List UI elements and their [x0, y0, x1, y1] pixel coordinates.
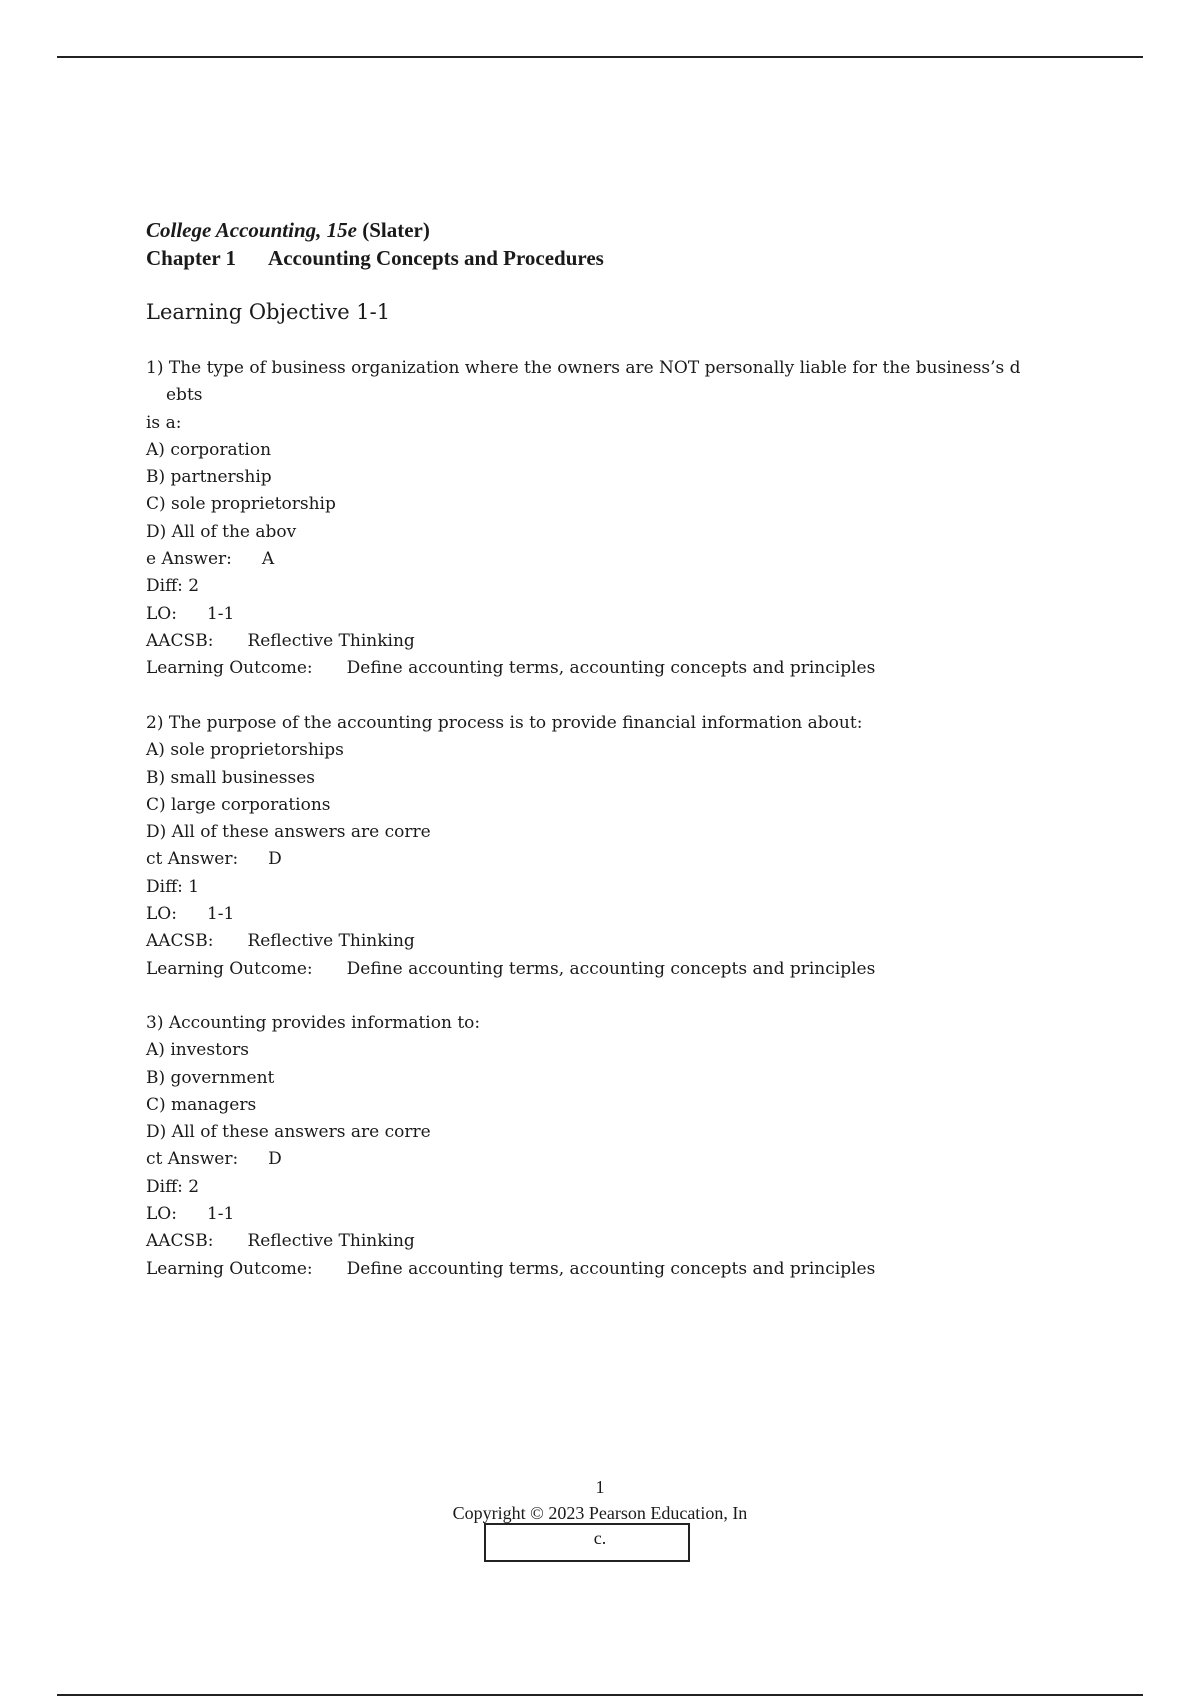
learning-outcome-label: Learning Outcome:: [146, 658, 313, 679]
document-header: [146, 216, 604, 272]
learning-outcome-value: Define accounting terms, accounting concepts and principles: [346, 658, 876, 679]
option-c: C) managers: [146, 1094, 257, 1115]
chapter-title: Accounting Concepts and Procedures: [268, 246, 604, 270]
question-1: [146, 355, 1021, 683]
copyright-notice-cont: c.: [593, 1528, 607, 1548]
learning-outcome-line: [146, 956, 875, 983]
question-3: [146, 1010, 875, 1283]
learning-outcome-line: [146, 655, 1021, 682]
copyright-notice: Copyright © 2023 Pearson Education, In: [452, 1503, 748, 1523]
bottom-rule: [57, 1694, 1143, 1696]
aacsb-value: Reflective Thinking: [247, 630, 415, 651]
option-d: D) All of these answers are corre: [146, 822, 431, 843]
learning-outcome-label: Learning Outcome:: [146, 1258, 313, 1279]
lo-line: [146, 1201, 875, 1228]
difficulty: Diff: 2: [146, 576, 200, 597]
question-stem-cont: is a:: [146, 412, 182, 433]
chapter-label: Chapter 1: [146, 246, 237, 270]
lo-value: 1-1: [206, 1204, 235, 1225]
aacsb-label: AACSB:: [146, 630, 214, 651]
top-rule: [57, 56, 1143, 58]
answer-line: [146, 846, 875, 873]
book-author: (Slater): [362, 218, 430, 242]
lo-label: LO:: [146, 603, 177, 624]
aacsb-value: Reflective Thinking: [247, 931, 415, 952]
question-2: [146, 710, 875, 983]
option-a: A) corporation: [146, 439, 272, 460]
option-d: D) All of the abov: [146, 521, 297, 542]
page-number: 1: [595, 1477, 605, 1497]
question-stem: 1) The type of business organization where the owners are NOT personally liable for the business’s d: [146, 358, 1021, 378]
option-a: A) investors: [146, 1040, 250, 1061]
answer-label: ct Answer:: [146, 849, 239, 870]
answer-value: D: [268, 849, 282, 870]
option-b: B) partnership: [146, 467, 272, 488]
aacsb-line: [146, 1228, 875, 1255]
aacsb-line: [146, 628, 1021, 655]
option-d: D) All of these answers are corre: [146, 1122, 431, 1143]
question-stem: 2) The purpose of the accounting process is to provide financial information about:: [146, 713, 863, 733]
learning-outcome-value: Define accounting terms, accounting concepts and principles: [346, 958, 876, 979]
option-a: A) sole proprietorships: [146, 740, 344, 761]
aacsb-label: AACSB:: [146, 1231, 214, 1252]
difficulty: Diff: 1: [146, 876, 200, 897]
answer-label: ct Answer:: [146, 1149, 239, 1170]
lo-line: [146, 601, 1021, 628]
aacsb-value: Reflective Thinking: [247, 1231, 415, 1252]
option-c: C) sole proprietorship: [146, 494, 336, 515]
lo-value: 1-1: [206, 603, 235, 624]
learning-outcome-line: [146, 1256, 875, 1283]
book-title: College Accounting, 15e: [146, 218, 357, 242]
question-stem-wrap: ebts: [166, 385, 203, 406]
answer-value: A: [261, 549, 275, 570]
answer-label: e Answer:: [146, 549, 232, 570]
lo-label: LO:: [146, 1204, 177, 1225]
chapter-title-line: [146, 244, 604, 272]
option-b: B) small businesses: [146, 767, 316, 788]
section-heading: Learning Objective 1-1: [146, 300, 391, 324]
aacsb-label: AACSB:: [146, 931, 214, 952]
aacsb-line: [146, 928, 875, 955]
learning-outcome-label: Learning Outcome:: [146, 958, 313, 979]
question-stem: 3) Accounting provides information to:: [146, 1013, 481, 1033]
lo-value: 1-1: [206, 904, 235, 925]
lo-label: LO:: [146, 904, 177, 925]
answer-line: [146, 546, 1021, 573]
option-b: B) government: [146, 1067, 275, 1088]
answer-value: D: [268, 1149, 282, 1170]
lo-line: [146, 901, 875, 928]
learning-outcome-value: Define accounting terms, accounting concepts and principles: [346, 1258, 876, 1279]
book-title-line: [146, 216, 604, 244]
option-c: C) large corporations: [146, 794, 331, 815]
difficulty: Diff: 2: [146, 1176, 200, 1197]
answer-line: [146, 1146, 875, 1173]
